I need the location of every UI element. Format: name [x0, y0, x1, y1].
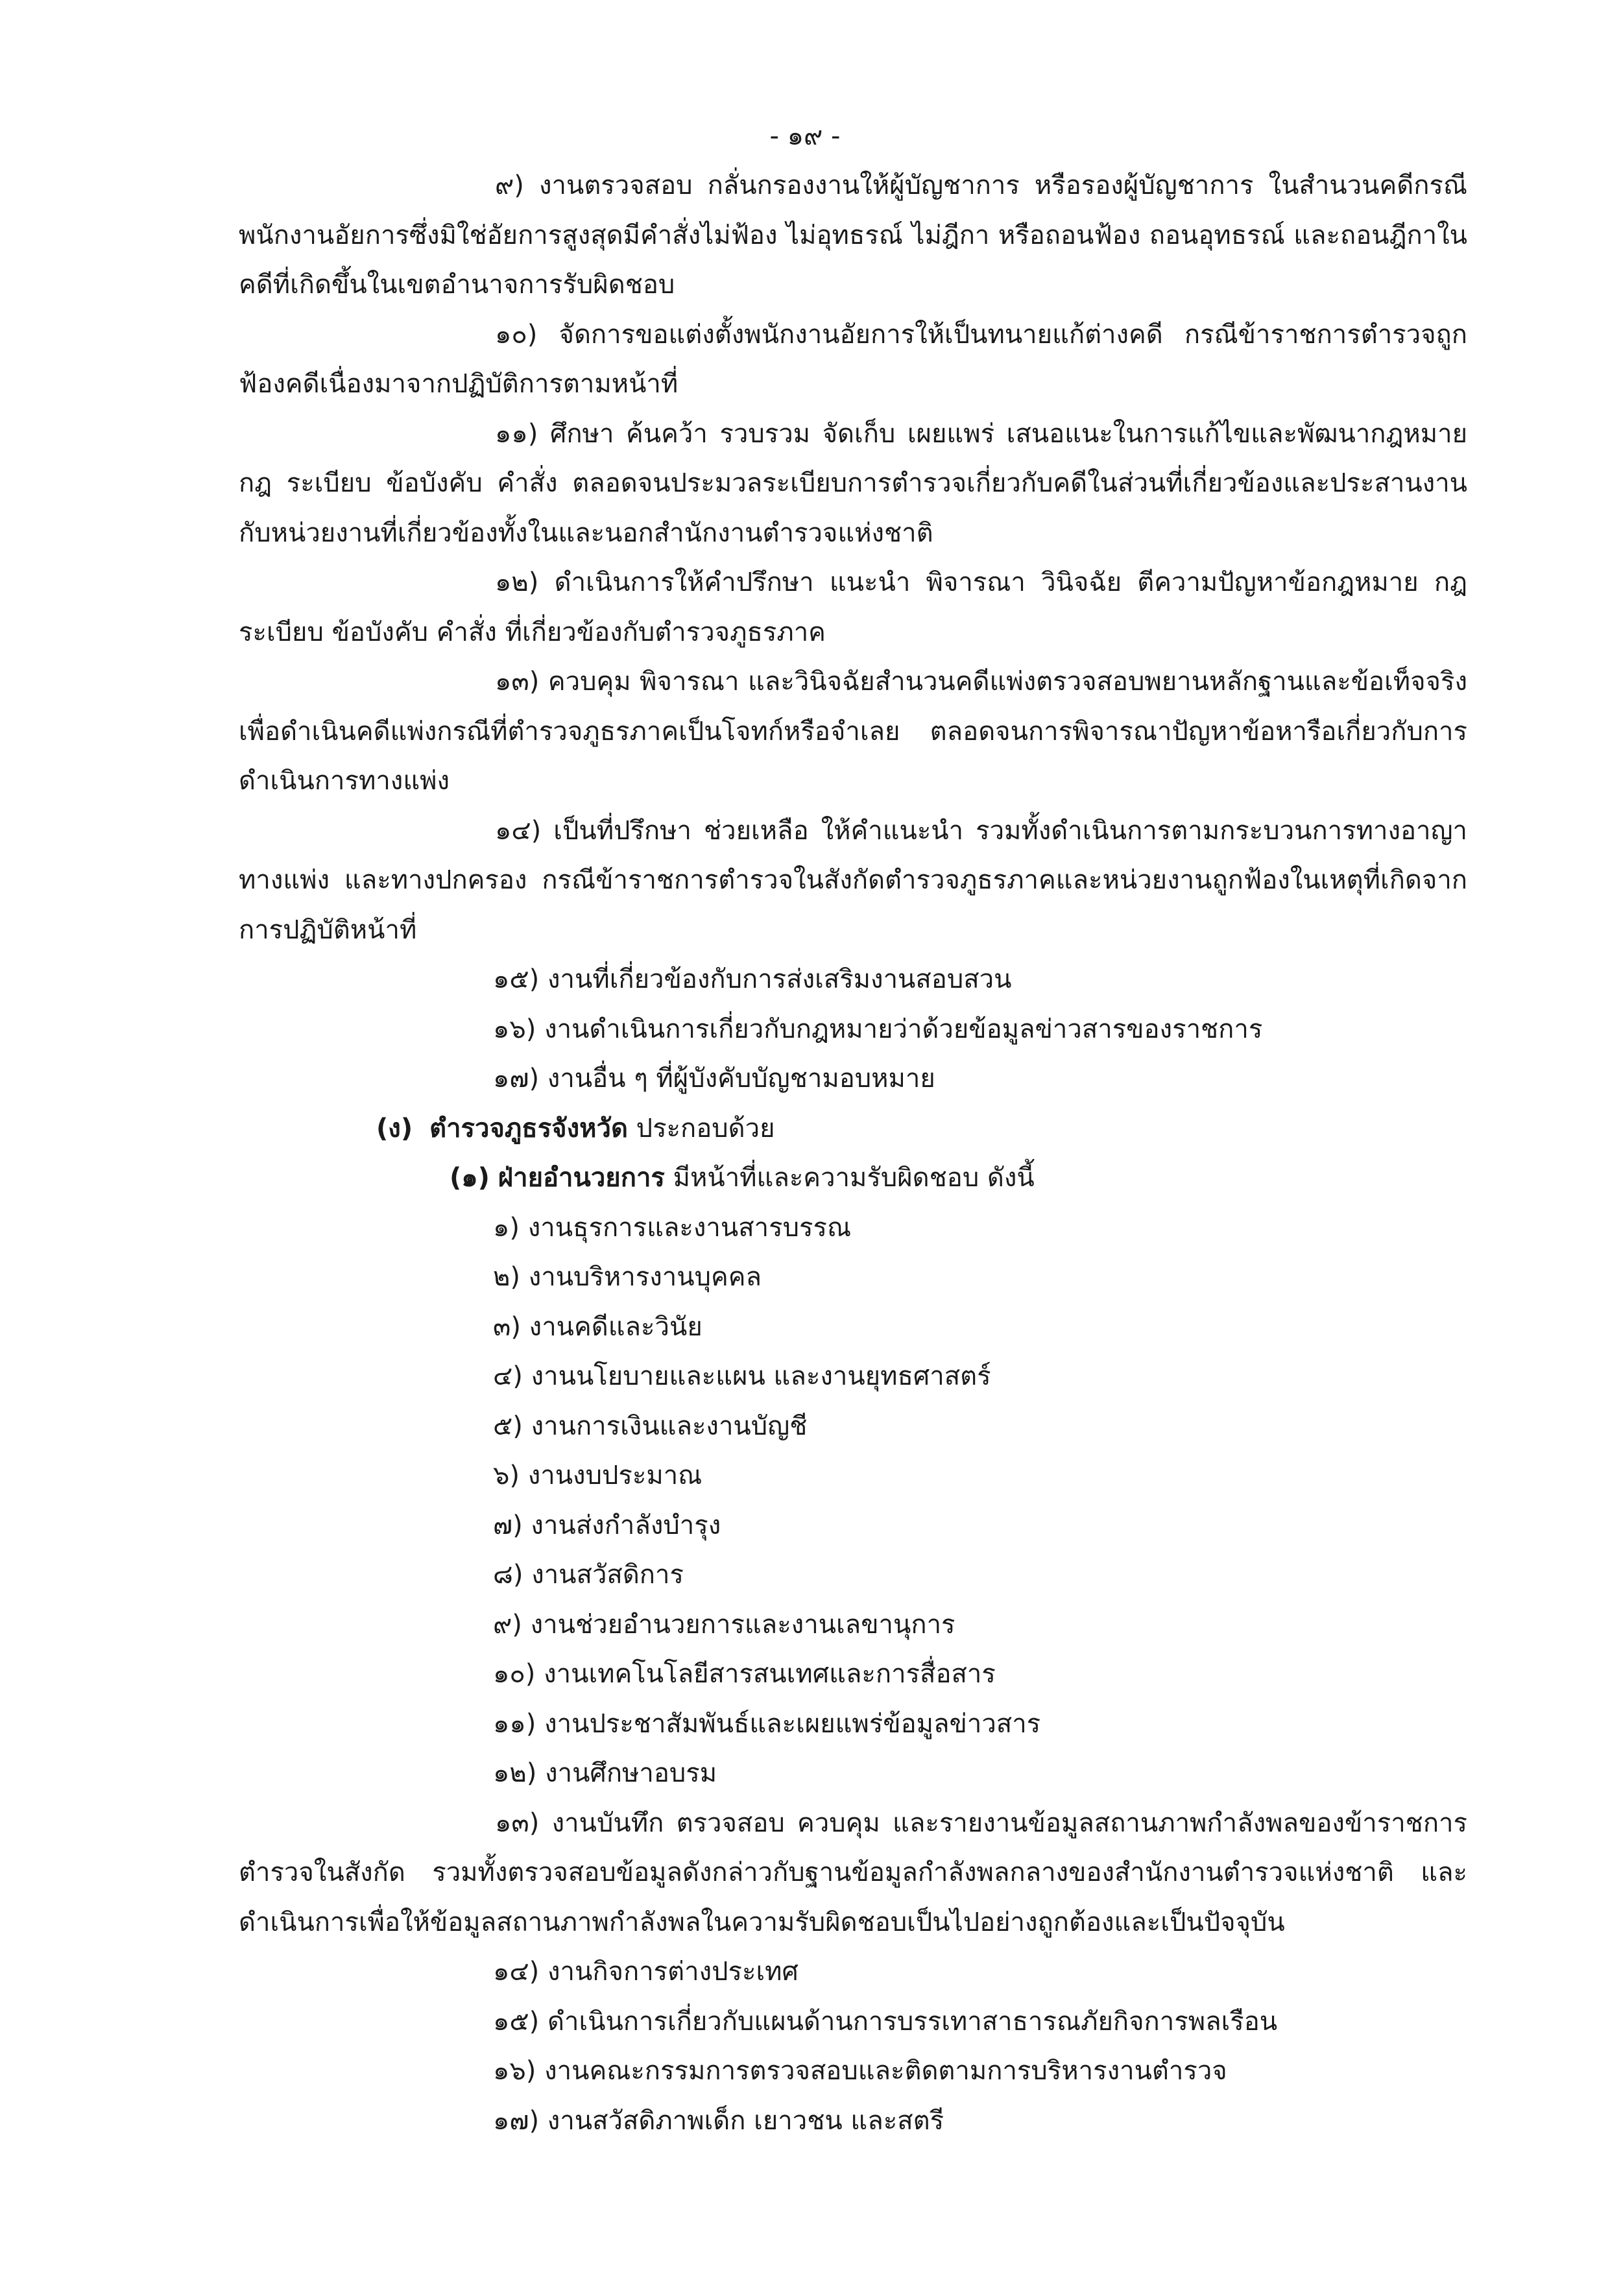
item-number: ๑๒) — [495, 568, 539, 597]
prev-section-list — [239, 161, 1467, 1104]
item-number: ๘) — [493, 1560, 523, 1590]
item-text: งานส่งกำลังบำรุง — [531, 1510, 721, 1540]
section-title: ตำรวจภูธรจังหวัด — [429, 1113, 628, 1143]
item-number: ๑๔) — [495, 815, 542, 846]
item-number: ๑๒) — [493, 1758, 537, 1788]
list-item — [239, 1947, 1467, 1997]
item-text: งานการเงินและงานบัญชี — [531, 1411, 808, 1441]
list-item — [239, 2096, 1467, 2146]
item-text: ดำเนินการให้คำปรึกษา แนะนำ พิจารณา วินิจฉัย ตีความปัญหาข้อกฎหมาย กฎระเบียบ ข้อบังคับ คำสั่ง ที่เกี่ยวข้องกับตำรวจภูธรภาค — [239, 568, 1467, 647]
item-text: งานงบประมาณ — [527, 1461, 703, 1490]
list-item — [239, 657, 1467, 806]
item-number: ๑๗) — [493, 1064, 540, 1094]
section-heading — [239, 1104, 1467, 1154]
item-number: ๑๓) — [495, 667, 540, 697]
list-item — [239, 310, 1467, 409]
subsection-suffix: มีหน้าที่และความรับผิดชอบ ดังนี้ — [673, 1163, 1035, 1193]
subsection-heading — [239, 1153, 1467, 1203]
list-item — [239, 1302, 1467, 1352]
list-item — [239, 409, 1467, 558]
item-text: งานสวัสดิภาพเด็ก เยาวชน และสตรี — [547, 2105, 944, 2136]
item-number: ๑๕) — [493, 2006, 540, 2037]
item-number: ๑๖) — [493, 1014, 536, 1044]
item-text: งานกิจการต่างประเทศ — [547, 1957, 799, 1987]
list-item — [239, 558, 1467, 657]
item-number: ๑๖) — [493, 2056, 536, 2086]
item-text: ดำเนินการเกี่ยวกับแผนด้านการบรรเทาสาธารณภัยกิจการพลเรือน — [547, 2006, 1278, 2037]
list-item — [239, 1997, 1467, 2047]
list-item — [239, 1451, 1467, 1501]
list-item — [239, 1352, 1467, 1402]
item-number: ๑๑) — [493, 1708, 536, 1739]
item-number: ๑๑) — [495, 418, 538, 449]
list-item — [239, 1203, 1467, 1253]
item-number: ๑๐) — [495, 319, 538, 350]
list-item — [239, 2046, 1467, 2096]
item-number: ๕) — [493, 1411, 523, 1441]
item-text: งานบันทึก ตรวจสอบ ควบคุม และรายงานข้อมูลสถานภาพกำลังพลของข้าราชการตำรวจในสังกัด รวมทั้งตรวจสอบข้อมูลดังกล่าวกับฐานข้อมูลกำลังพลกลางของสำนักงานตำรวจแห่งชาติ และดำเนินการเพื่อให้ข้อมูลสถานภาพกำลังพลในความรับผิดชอบเป็นไปอย่างถูกต้องและเป็นปัจจุบัน — [239, 1808, 1467, 1937]
item-text: เป็นที่ปรึกษา ช่วยเหลือ ให้คำแนะนำ รวมทั้งดำเนินการตามกระบวนการทางอาญา ทางแพ่ง และทางปกครอง กรณีข้าราชการตำรวจในสังกัดตำรวจภูธรภาคและหน่วยงานถูกฟ้องในเหตุที่เกิดจากการปฏิบัติหน้าที่ — [239, 815, 1468, 945]
list-item — [239, 955, 1467, 1005]
item-number: ๒) — [493, 1262, 520, 1292]
subsection-label: (๑) — [450, 1163, 490, 1193]
item-text: งานธุรการและงานสารบรรณ — [527, 1212, 852, 1243]
section-suffix: ประกอบด้วย — [636, 1113, 775, 1143]
list-item — [239, 1649, 1467, 1699]
section-label: (ง) — [376, 1113, 413, 1143]
item-text: งานที่เกี่ยวข้องกับการส่งเสริมงานสอบสวน — [547, 964, 1012, 994]
list-item — [239, 1054, 1467, 1104]
item-number: ๑๕) — [493, 964, 540, 994]
item-number: ๑๔) — [493, 1957, 540, 1987]
item-text: งานบริหารงานบุคคล — [528, 1262, 762, 1292]
item-text: งานอื่น ๆ ที่ผู้บังคับบัญชามอบหมาย — [547, 1064, 935, 1094]
item-number: ๑๓) — [495, 1808, 540, 1838]
item-number: ๙) — [495, 171, 524, 200]
item-text: จัดการขอแต่งตั้งพนักงานอัยการให้เป็นทนายแก้ต่างคดี กรณีข้าราชการตำรวจถูกฟ้องคดีเนื่องมาจากปฏิบัติการตามหน้าที่ — [239, 319, 1467, 399]
item-number: ๔) — [493, 1361, 523, 1391]
list-item — [239, 161, 1467, 310]
item-text: งานคณะกรรมการตรวจสอบและติดตามการบริหารงานตำรวจ — [544, 2056, 1227, 2086]
item-number: ๑) — [493, 1212, 520, 1243]
item-text: ศึกษา ค้นคว้า รวบรวม จัดเก็บ เผยแพร่ เสนอแนะในการแก้ไขและพัฒนากฎหมาย กฎ ระเบียบ ข้อบังคับ คำสั่ง ตลอดจนประมวลระเบียบการตำรวจเกี่ยวกับคดีในส่วนที่เกี่ยวข้องและประสานงานกับหน่วยงานที่เกี่ยวข้องทั้งในและนอกสำนักงานตำรวจแห่งชาติ — [239, 418, 1468, 548]
item-text: งานศึกษาอบรม — [545, 1758, 717, 1788]
item-text: งานประชาสัมพันธ์และเผยแพร่ข้อมูลข่าวสาร — [544, 1708, 1041, 1739]
item-text: งานสวัสดิการ — [531, 1560, 684, 1590]
item-number: ๓) — [493, 1311, 521, 1342]
admin-duties-list — [239, 1203, 1467, 2146]
item-text: งานช่วยอำนวยการและงานเลขานุการ — [530, 1609, 955, 1640]
item-number: ๑๐) — [493, 1659, 536, 1689]
item-text: งานคดีและวินัย — [529, 1311, 703, 1342]
list-item — [239, 1699, 1467, 1749]
list-item — [239, 1005, 1467, 1055]
item-number: ๙) — [493, 1609, 522, 1640]
page-number: - ๑๙ - — [769, 121, 841, 151]
list-item — [239, 1550, 1467, 1600]
item-text: ควบคุม พิจารณา และวินิจฉัยสำนวนคดีแพ่งตรวจสอบพยานหลักฐานและข้อเท็จจริง เพื่อดำเนินคดีแพ่งกรณีที่ตำรวจภูธรภาคเป็นโจทก์หรือจำเลย ตลอดจนการพิจารณาปัญหาข้อหารือเกี่ยวกับการดำเนินการทางแพ่ง — [239, 667, 1468, 796]
list-item — [239, 806, 1467, 955]
item-number: ๖) — [493, 1461, 520, 1490]
item-text: งานดำเนินการเกี่ยวกับกฎหมายว่าด้วยข้อมูลข่าวสารของราชการ — [544, 1014, 1263, 1044]
item-number: ๗) — [493, 1510, 523, 1540]
item-number: ๑๗) — [493, 2105, 540, 2136]
subsection-title: ฝ่ายอำนวยการ — [498, 1163, 665, 1193]
list-item — [239, 1749, 1467, 1799]
list-item — [239, 1252, 1467, 1302]
item-text: งานตรวจสอบ กลั่นกรองงานให้ผู้บัญชาการ หรือรองผู้บัญชาการ ในสำนวนคดีกรณีพนักงานอัยการซึ่งมิใช่อัยการสูงสุดมีคำสั่งไม่ฟ้อง ไม่อุทธรณ์ ไม่ฎีกา หรือถอนฟ้อง ถอนอุทธรณ์ และถอนฎีกาในคดีที่เกิดขึ้นในเขตอำนาจการรับผิดชอบ — [239, 171, 1467, 300]
item-text: งานเทคโนโลยีสารสนเทศและการสื่อสาร — [544, 1659, 996, 1689]
document-body — [239, 161, 1467, 2146]
list-item — [239, 1600, 1467, 1650]
list-item — [239, 1402, 1467, 1452]
list-item — [239, 1501, 1467, 1551]
list-item — [239, 1799, 1467, 1948]
item-text: งานนโยบายและแผน และงานยุทธศาสตร์ — [531, 1361, 991, 1391]
